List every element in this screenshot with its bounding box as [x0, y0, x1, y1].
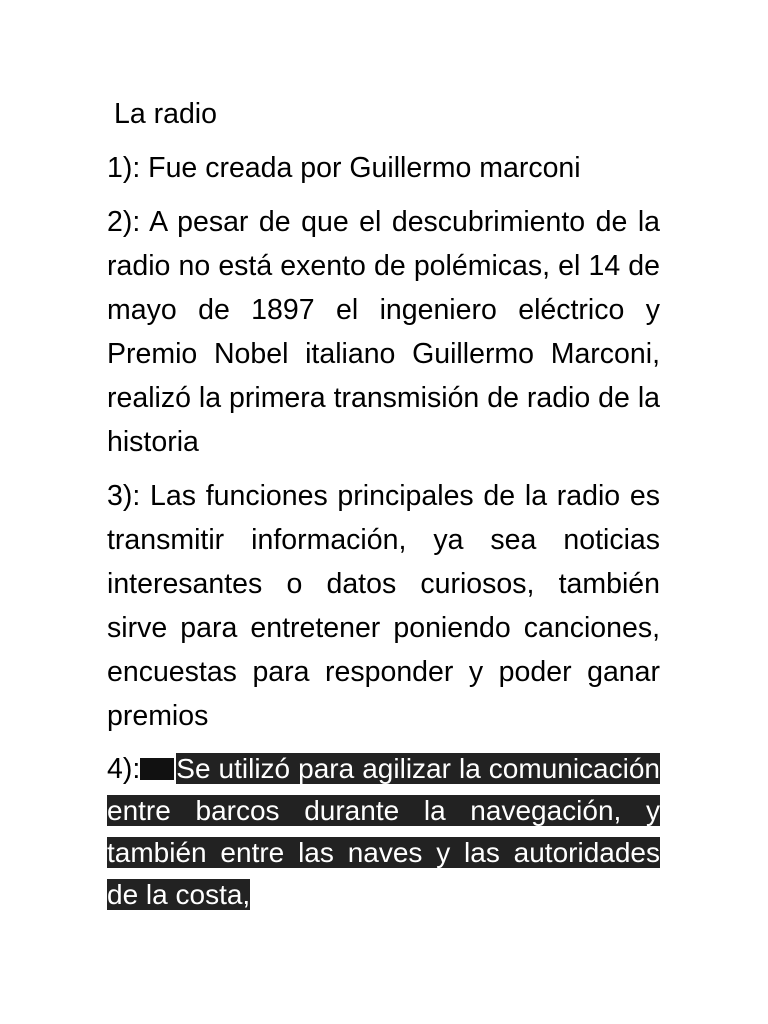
paragraph-3: 3): Las funciones principales de la radio es transmitir información, ya sea noticias interesantes o datos curiosos, también sirve para entretener poniendo canciones, encuestas para responder y poder ganar premios — [107, 480, 660, 732]
redaction-box — [140, 758, 174, 780]
paragraph-2: 2): A pesar de que el descubrimiento de la radio no está exento de polémicas, el 14 de mayo de 1897 el ingeniero eléctrico y Premio Nobel italiano Guillermo Marconi, realizó la primera transmisión de radio de la historia — [107, 206, 660, 458]
document-body — [107, 92, 660, 916]
paragraph-4-prefix: 4): — [107, 753, 141, 785]
document-title: La radio — [114, 98, 217, 130]
paragraph-1: 1): Fue creada por Guillermo marconi — [107, 152, 581, 184]
highlighted-text: Se utilizó para agilizar la comunicación entre barcos durante la navegación, y también entre las naves y las autoridades de la costa, — [107, 753, 660, 910]
paragraph-4 — [107, 748, 660, 916]
